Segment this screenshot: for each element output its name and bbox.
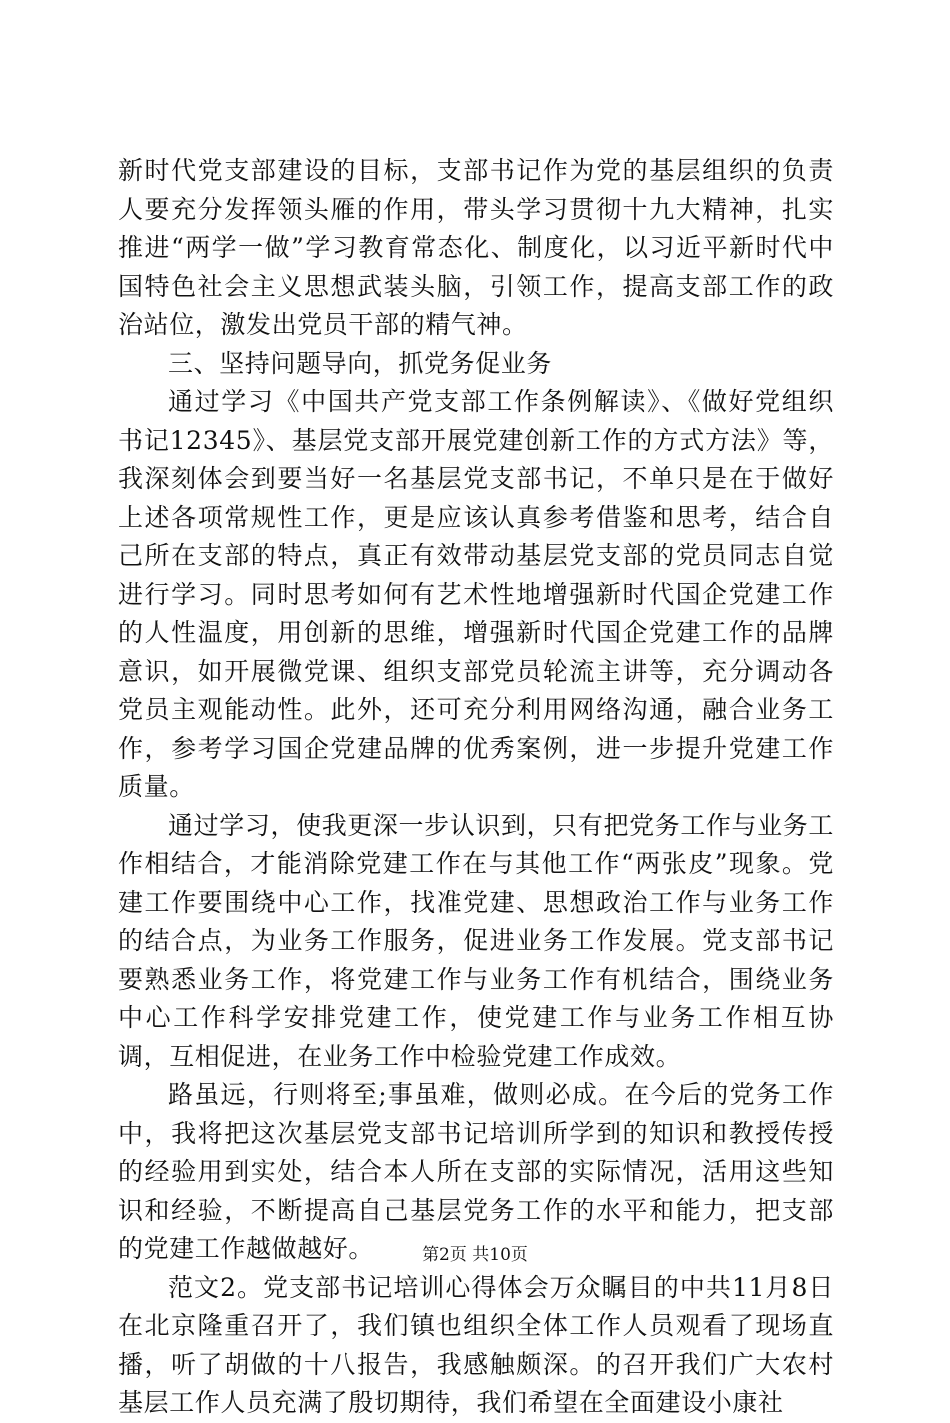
document-body xyxy=(118,152,834,1423)
paragraph: 通过学习《中国共产党支部工作条例解读》、《做好党组织书记12345》、基层党支部开展党建创新工作的方式方法》等，我深刻体会到要当好一名基层党支部书记，不单只是在于做好上述各项常规性工作，更是应该认真参考借鉴和思考，结合自己所在支部的特点，真正有效带动基层党支部的党员同志自觉进行学习。同时思考如何有艺术性地增强新时代国企党建工作的人性温度，用创新的思维，增强新时代国企党建工作的品牌意识，如开展微党课、组织支部党员轮流主讲等，充分调动各党员主观能动性。此外，还可充分利用网络沟通，融合业务工作，参考学习国企党建品牌的优秀案例，进一步提升党建工作质量。 xyxy=(118,387,834,801)
page-number-footer: 第2页 共10页 xyxy=(422,1245,528,1265)
section-heading: 三、坚持问题导向，抓党务促业务 xyxy=(168,348,553,378)
paragraph: 通过学习，使我更深一步认识到，只有把党务工作与业务工作相结合，才能消除党建工作在与其他工作“两张皮”现象。党建工作要围绕中心工作，找准党建、思想政治工作与业务工作的结合点，为业务工作服务，促进业务工作发展。党支部书记要熟悉业务工作，将党建工作与业务工作有机结合，围绕业务中心工作科学安排党建工作，使党建工作与业务工作相互协调，互相促进，在业务工作中检验党建工作成效。 xyxy=(118,810,834,1071)
paragraph: 范文2。党支部书记培训心得体会万众瞩目的中共11月8日在北京隆重召开了，我们镇也组织全体工作人员观看了现场直播，听了胡做的十八报告，我感触颇深。的召开我们广大农村基层工作人员充满了殷切期待，我们希望在全面建设小康社 xyxy=(118,1272,834,1417)
paragraph: 路虽远，行则将至;事虽难，做则必成。在今后的党务工作中，我将把这次基层党支部书记培训所学到的知识和教授传授的经验用到实处，结合本人所在支部的实际情况，活用这些知识和经验，不断提高自己基层党务工作的水平和能力，把支部的党建工作越做越好。 xyxy=(118,1080,834,1263)
paragraph-continuation: 新时代党支部建设的目标，支部书记作为党的基层组织的负责人要充分发挥领头雁的作用，带头学习贯彻十九大精神，扎实推进“两学一做”学习教育常态化、制度化，以习近平新时代中国特色社会主义思想武装头脑，引领工作，提高支部工作的政治站位，激发出党员干部的精气神。 xyxy=(118,156,834,339)
